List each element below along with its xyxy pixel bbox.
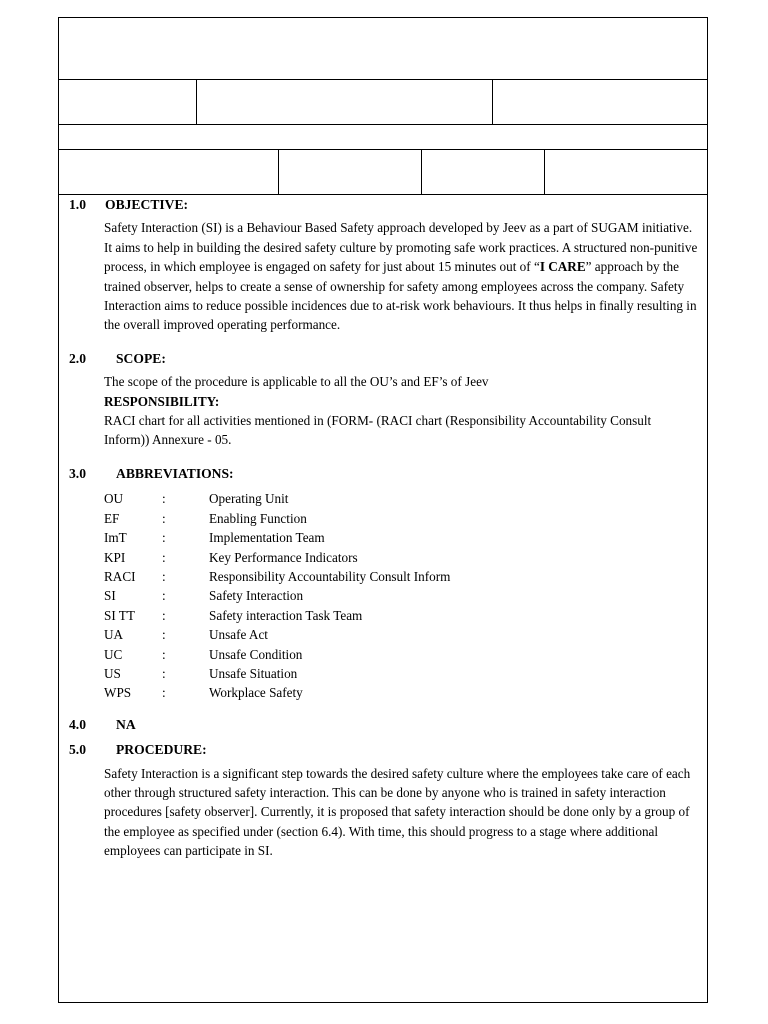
abbreviation-key: RACI [104,568,136,584]
abbreviation-row [104,548,699,567]
header-cell-divider [278,149,279,194]
header-divider-1 [59,79,707,80]
abbreviation-list [104,489,699,702]
abbreviation-key: SI [104,588,116,604]
section-number: 5.0 [69,742,86,758]
responsibility-text: RACI chart for all activities mentioned in (FORM- (RACI chart (Responsibility Accountability Consult Inform)) Annexure - 05. [104,413,652,448]
abbreviation-value: Enabling Function [209,510,307,526]
section-title: SCOPE: [116,350,166,366]
section-heading-procedure [69,740,699,759]
i-care-term: I CARE [539,259,586,275]
abbreviation-key: EF [104,510,120,526]
abbreviation-colon: : [162,530,166,546]
abbreviation-colon: : [162,607,166,623]
abbreviation-value: Implementation Team [209,530,325,546]
abbreviation-row [104,489,699,508]
section-number: 2.0 [69,350,86,366]
abbreviation-value: Unsafe Act [209,627,268,643]
abbreviation-value: Safety Interaction [209,588,304,604]
section-title: PROCEDURE: [116,742,207,758]
abbreviation-colon: : [162,491,166,507]
header-cell-divider [492,79,493,124]
header-cell-divider [421,149,422,194]
header-divider-2 [59,124,707,125]
abbreviation-value: Safety interaction Task Team [209,607,363,623]
abbreviation-colon: : [162,627,166,643]
header-cell-divider [544,149,545,194]
abbreviation-value: Workplace Safety [209,685,303,701]
abbreviation-row [104,606,699,625]
section-title: ABBREVIATIONS: [116,465,234,481]
abbreviation-row [104,625,699,644]
abbreviation-row [104,567,699,586]
procedure-paragraph [104,764,699,861]
header-divider-3 [59,149,707,150]
section-number: 3.0 [69,465,86,481]
section-number: 1.0 [69,197,86,212]
abbreviation-colon: : [162,510,166,526]
objective-text-1: Safety Interaction (SI) is a Behaviour Based Safety approach developed by Jeev as a part of SUGAM initiative. It aims to help in building the desired safety culture by promoting safe work practices. A structured non-punitive process, in which employee is engaged on safety for just about 15 minutes out of “ [104,220,698,275]
objective-paragraph [104,218,699,334]
abbreviation-row [104,645,699,664]
abbreviation-key: US [104,665,121,681]
abbreviation-colon: : [162,665,166,681]
abbreviation-key: SI TT [104,607,135,623]
abbreviation-key: ImT [104,530,127,546]
document-body [69,195,699,861]
procedure-text: Safety Interaction is a significant step towards the desired safety culture where the employees take care of each other through structured safety interaction. This can be done by anyone who is trained in safety interaction procedures [safety observer]. Currently, it is proposed that safety interaction should be done only by a group of the employee as specified under (section 6.4). With time, this should progress to a stage where additional employees can participate in SI. [104,765,691,859]
section-heading-abbreviations [69,464,699,483]
abbreviation-value: Unsafe Situation [209,665,298,681]
header-cell-divider [196,79,197,124]
section-number: 4.0 [69,716,86,732]
abbreviation-row [104,664,699,683]
abbreviation-value: Responsibility Accountability Consult Inform [209,568,451,584]
abbreviation-key: UC [104,646,123,662]
abbreviation-value: Unsafe Condition [209,646,303,662]
abbreviation-colon: : [162,646,166,662]
abbreviation-key: OU [104,491,124,507]
section-title: NA [116,716,136,732]
scope-text: The scope of the procedure is applicable to all the OU’s and EF’s of Jeev [104,374,489,390]
section-heading-na [69,715,699,734]
abbreviation-colon: : [162,588,166,604]
objective-text-2: ” approach by the trained observer, helps to create a sense of ownership for safety among employees across the company. Safety Interaction aims to reduce possible incidences due to at-risk work behaviours. It thus helps in finally resulting in the overall improved operating performance. [104,259,697,333]
abbreviation-row [104,528,699,547]
abbreviation-row [104,509,699,528]
abbreviation-colon: : [162,549,166,565]
abbreviation-colon: : [162,568,166,584]
responsibility-title: RESPONSIBILITY: [104,393,220,409]
abbreviation-row [104,586,699,605]
abbreviation-value: Key Performance Indicators [209,549,358,565]
abbreviation-key: KPI [104,549,126,565]
section-title: OBJECTIVE: [105,197,189,212]
abbreviation-key: UA [104,627,124,643]
abbreviation-colon: : [162,685,166,701]
section-heading-scope [69,349,699,368]
section-heading-objective [69,195,699,214]
abbreviation-value: Operating Unit [209,491,289,507]
abbreviation-key: WPS [104,685,132,701]
abbreviation-row [104,683,699,702]
scope-block [104,372,699,450]
